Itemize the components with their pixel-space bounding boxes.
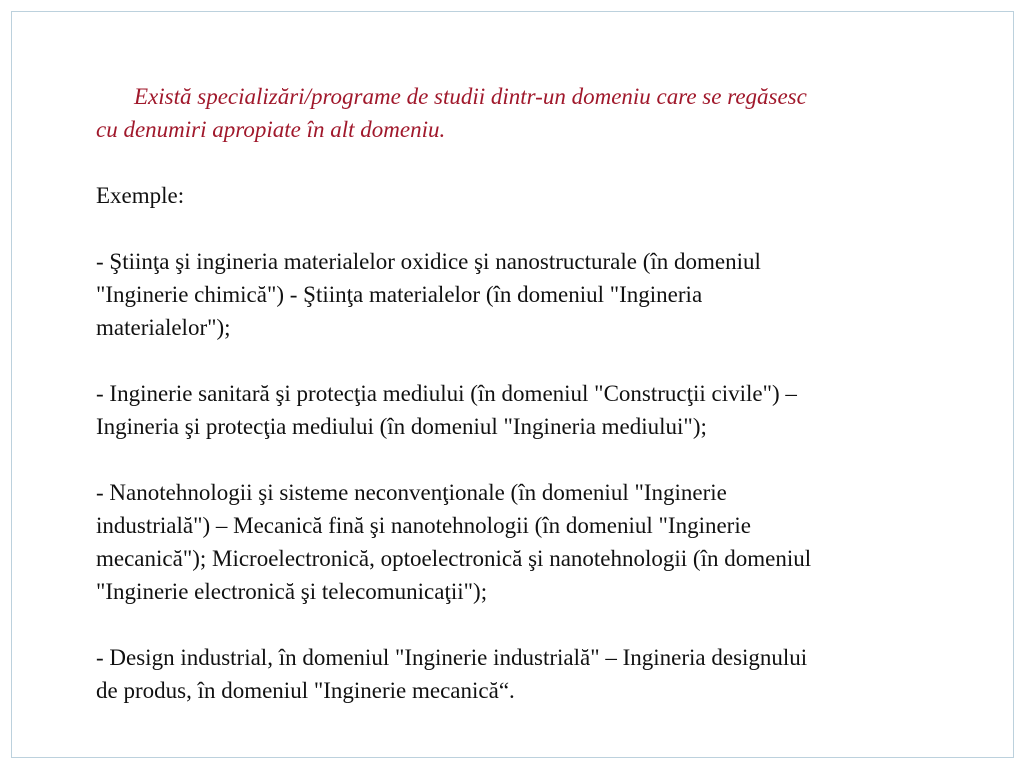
example-item [96,245,996,344]
example-line: "Inginerie electronică şi telecomunicaţii"); [96,579,488,604]
example-line: industrială") – Mecanică fină şi nanotehnologii (în domeniul "Inginerie [96,513,751,538]
example-line: de produs, în domeniul "Inginerie mecanică“. [96,678,515,703]
intro-line: cu denumiri apropiate în alt domeniu. [96,117,446,142]
intro-line: Există specializări/programe de studii dintr-un domeniu care se regăsesc [134,84,807,109]
example-line: - Ştiinţa şi ingineria materialelor oxidice şi nanostructurale (în domeniul [96,249,761,274]
example-line: mecanică"); Microelectronică, optoelectronică şi nanotehnologii (în domeniul [96,546,812,571]
slide-content [96,80,996,707]
example-line: "Inginerie chimică") - Ştiinţa materialelor (în domeniul "Ingineria [96,282,703,307]
example-item [96,377,996,443]
example-line: Ingineria şi protecţia mediului (în domeniul "Ingineria mediului"); [96,414,707,439]
example-item [96,641,996,707]
examples-heading: Exemple: [96,183,185,208]
example-line: - Inginerie sanitară şi protecţia mediului (în domeniul "Construcţii civile") – [96,381,797,406]
example-line: - Design industrial, în domeniul "Inginerie industrială" – Ingineria designului [96,645,808,670]
example-item [96,476,996,608]
example-line: - Nanotehnologii şi sisteme neconvenţionale (în domeniul "Inginerie [96,480,727,505]
example-line: materialelor"); [96,315,231,340]
intro-paragraph [96,80,996,146]
